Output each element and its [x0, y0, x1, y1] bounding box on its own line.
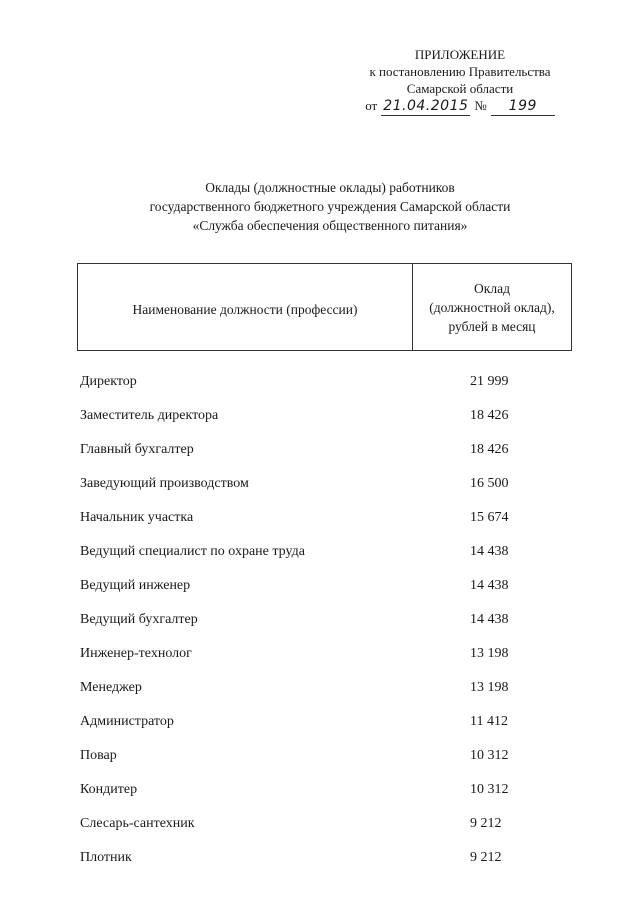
- salary-value: 21 999: [470, 374, 509, 389]
- salary-value: 14 438: [470, 612, 509, 627]
- position-name: Ведущий бухгалтер: [80, 612, 198, 627]
- position-name: Начальник участка: [80, 510, 194, 525]
- title-line-1: Оклады (должностные оклады) работников: [205, 180, 455, 195]
- table-row: [80, 603, 560, 637]
- position-name: Менеджер: [80, 680, 142, 695]
- salary-table-body: [80, 365, 560, 875]
- salary-value: 11 412: [470, 714, 508, 729]
- position-name: Повар: [80, 748, 117, 763]
- salary-value: 10 312: [470, 782, 509, 797]
- appendix-header: [340, 46, 580, 116]
- table-row: [80, 365, 560, 399]
- table-row: [80, 433, 560, 467]
- position-name: Директор: [80, 374, 137, 389]
- table-row: [80, 637, 560, 671]
- appendix-label: ПРИЛОЖЕНИЕ: [414, 47, 506, 62]
- salary-value: 18 426: [470, 408, 509, 423]
- table-header: [77, 263, 572, 351]
- salary-value: 14 438: [470, 544, 509, 559]
- document-title: [80, 178, 580, 235]
- position-name: Главный бухгалтер: [80, 442, 194, 457]
- table-row: [80, 467, 560, 501]
- table-row: [80, 671, 560, 705]
- salary-value: 13 198: [470, 646, 509, 661]
- table-row: [80, 705, 560, 739]
- salary-value: 16 500: [470, 476, 509, 491]
- position-name: Ведущий специалист по охране труда: [80, 544, 305, 559]
- decree-date: 21.04.2015: [383, 98, 469, 114]
- position-name: Ведущий инженер: [80, 578, 191, 593]
- title-line-3: «Служба обеспечения общественного питания»: [192, 218, 468, 233]
- title-line-2: государственного бюджетного учреждения Самарской области: [149, 199, 511, 214]
- position-name: Заместитель директора: [80, 408, 219, 423]
- table-row: [80, 807, 560, 841]
- table-row: [80, 841, 560, 875]
- table-row: [80, 739, 560, 773]
- table-row: [80, 773, 560, 807]
- decree-number: 199: [491, 98, 555, 116]
- salary-value: 10 312: [470, 748, 509, 763]
- salary-value: 9 212: [470, 850, 502, 865]
- position-name: Инженер-технолог: [80, 646, 192, 661]
- decree-date-line: [340, 97, 580, 116]
- salary-value: 18 426: [470, 442, 509, 457]
- position-name: Кондитер: [80, 782, 138, 797]
- salary-value: 15 674: [470, 510, 509, 525]
- salary-value: 13 198: [470, 680, 509, 695]
- position-name: Заведующий производством: [80, 476, 249, 491]
- table-row: [80, 569, 560, 603]
- table-row: [80, 535, 560, 569]
- date-prefix: от: [365, 98, 378, 113]
- position-name: Администратор: [80, 714, 174, 729]
- decree-reference: к постановлению Правительства: [369, 64, 551, 79]
- position-name: Слесарь-сантехник: [80, 816, 195, 831]
- column-header-salary: Оклад (должностной оклад), рублей в месяц: [429, 280, 555, 334]
- region-name: Самарской области: [406, 81, 514, 96]
- number-prefix: №: [474, 98, 487, 113]
- salary-value: 9 212: [470, 816, 502, 831]
- table-row: [80, 501, 560, 535]
- salary-value: 14 438: [470, 578, 509, 593]
- position-name: Плотник: [80, 850, 132, 865]
- column-header-position: Наименование должности (профессии): [78, 264, 413, 350]
- table-row: [80, 399, 560, 433]
